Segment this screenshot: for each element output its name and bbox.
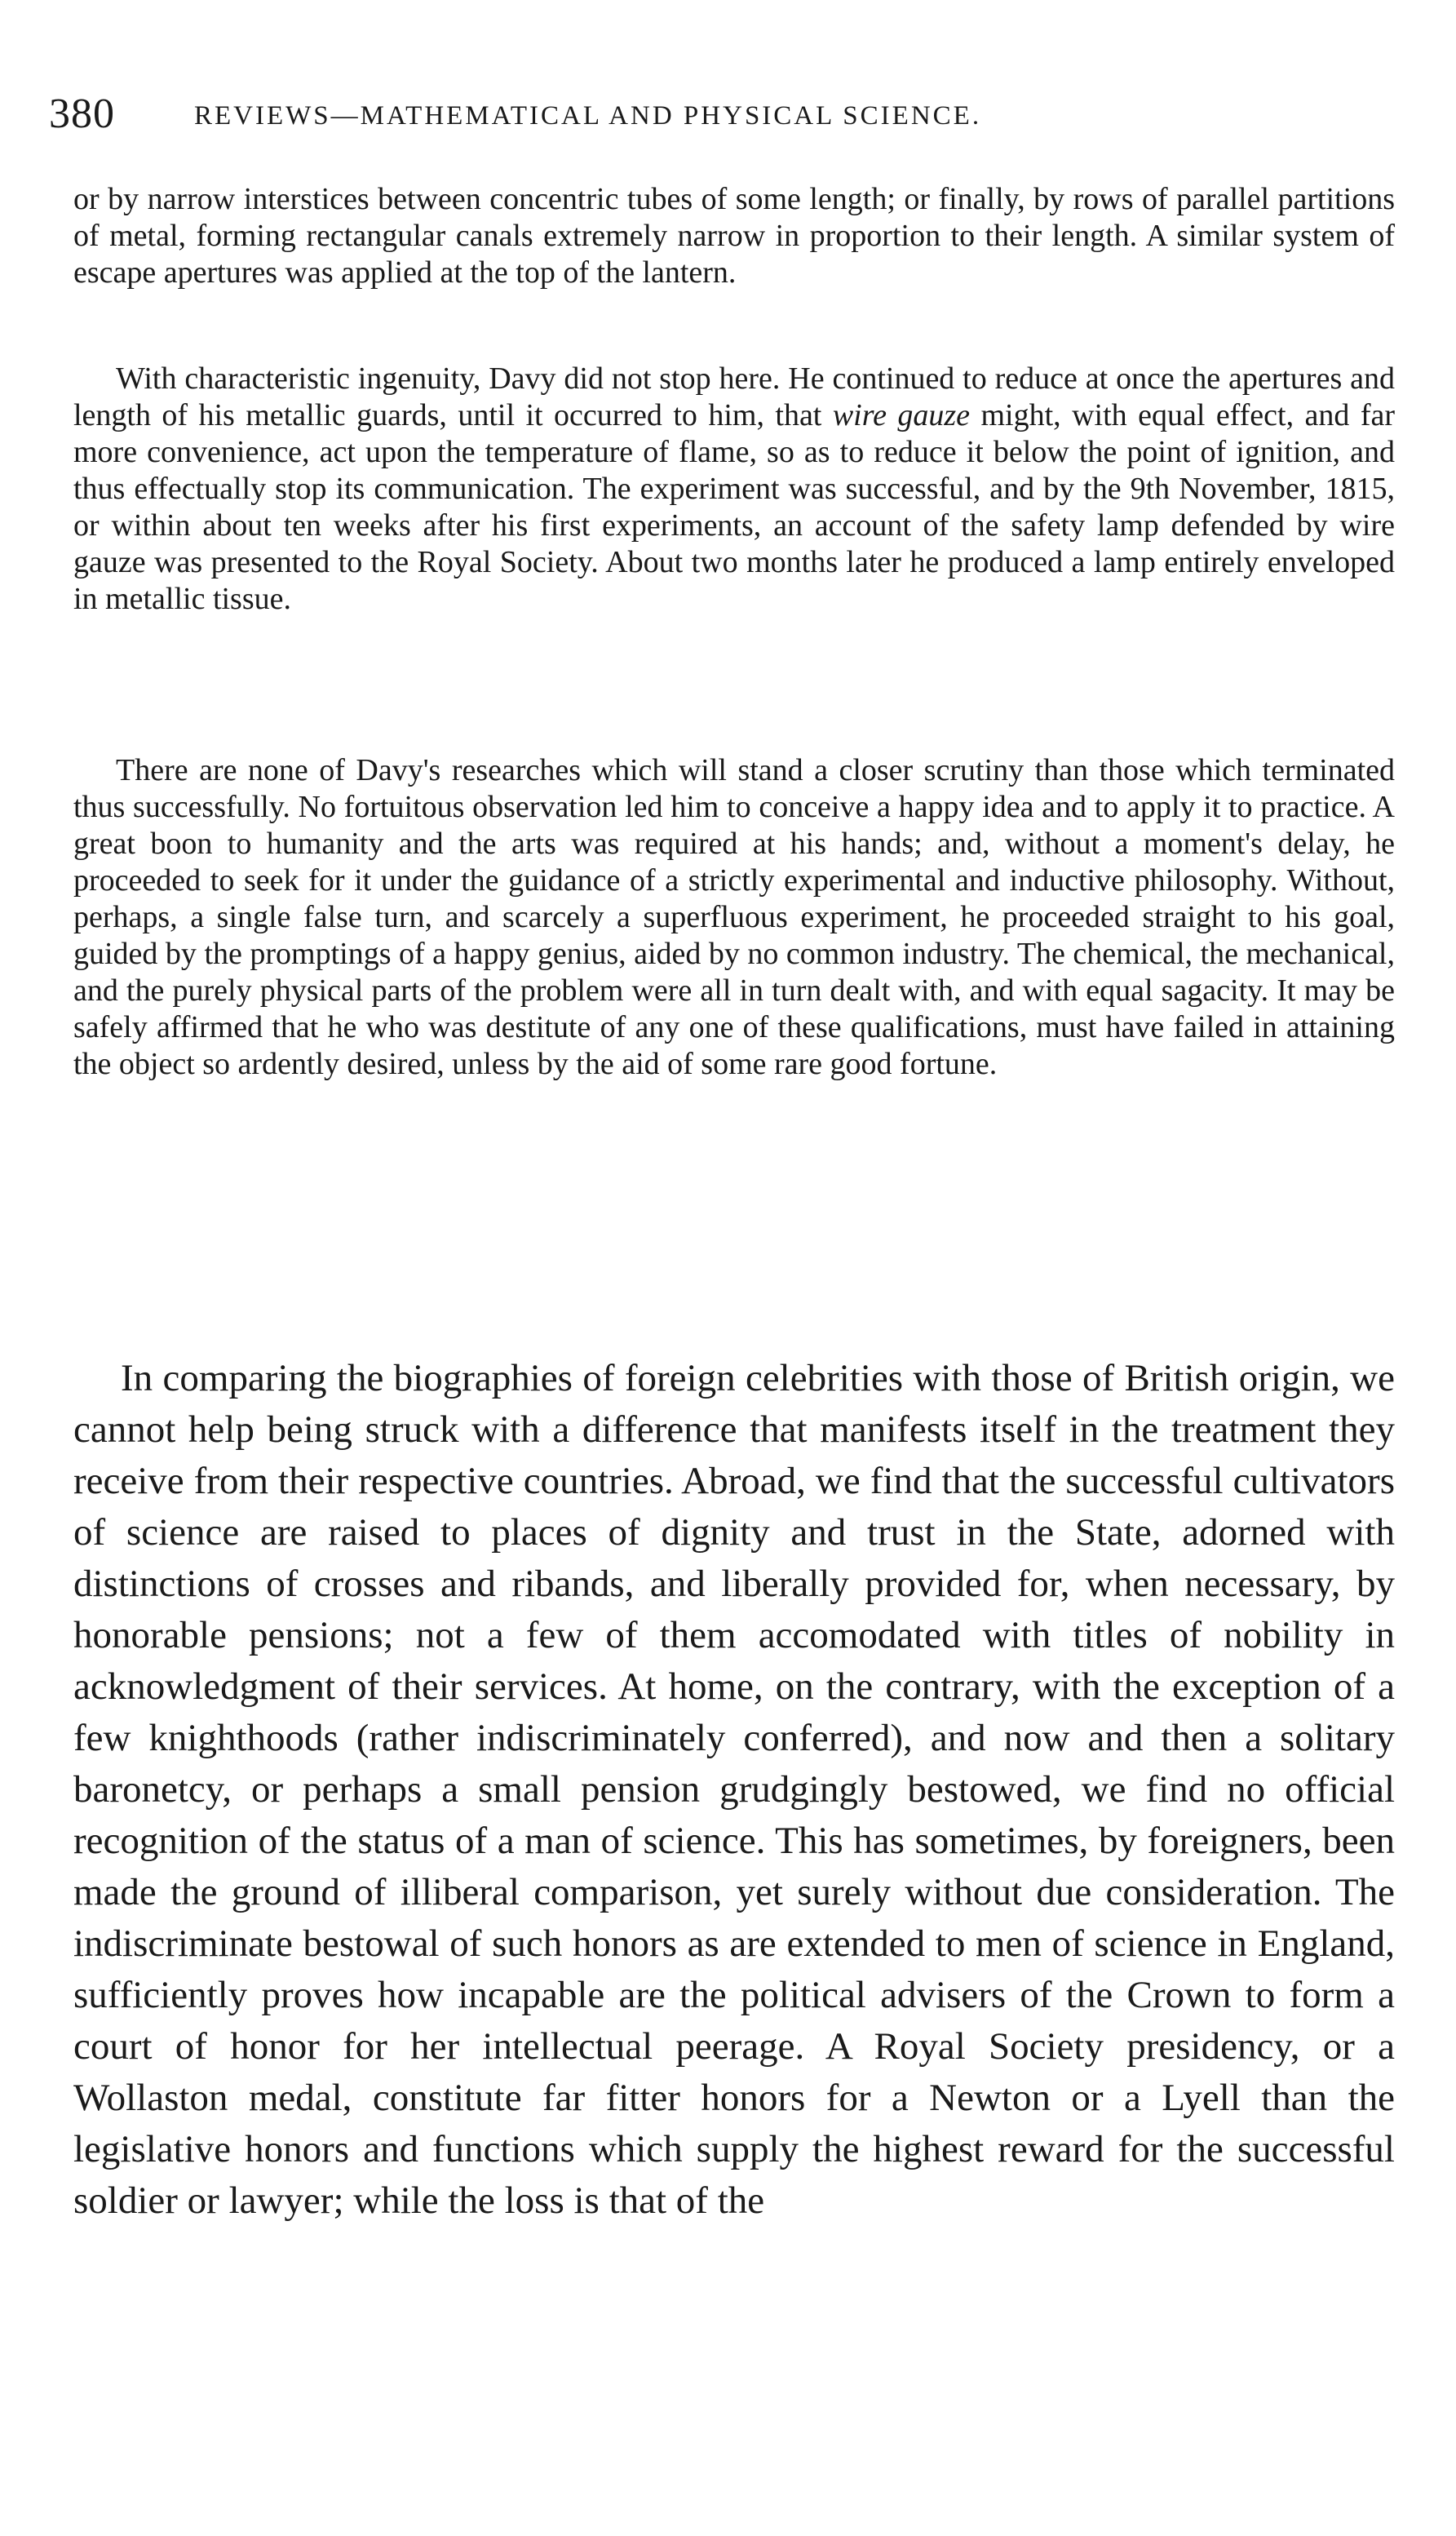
running-head: REVIEWS—MATHEMATICAL AND PHYSICAL SCIENCE. [194, 101, 982, 131]
paragraph-british-honors: In comparing the biographies of foreign celebrities with those of British origin, we cannot help being struck with a difference that manifests itself in the treatment they receive from their respective countries. Abroad, we find that the successful cultivators of science are raised to places of dignity and trust in the State, adorned with distinctions of crosses and ribands, and liberally provided for, when necessary, by honorable pensions; not a few of them accomodated with titles of nobility in acknowledgment of their services. At home, on the contrary, with the exception of a few knighthoods (rather indiscriminately conferred), and now and then a solitary baronetcy, or perhaps a small pension grudgingly bestowed, we find no official recognition of the status of a man of science. This has sometimes, by foreigners, been made the ground of illiberal comparison, yet surely without due consideration. The indiscriminate bestowal of such honors as are extended to men of science in England, sufficiently proves how incapable are the political advisers of the Crown to form a court of honor for her intellectual peerage. A Royal Society presidency, or a Wollaston medal, constitute far fitter honors for a Newton or a Lyell than the legislative honors and functions which supply the highest reward for the successful soldier or lawyer; while the loss is that of the [73, 1357, 1395, 2222]
wire-gauze-emphasis: wire gauze [832, 398, 971, 432]
paragraph-wire-gauze-text-start: With characteristic ingenuity, Davy did not stop here. He continued to reduce at once the apertures and length of his metallic guards, until it occurred to him, that [73, 361, 1395, 432]
page-number: 380 [49, 91, 115, 137]
paragraph-wire-gauze-text-end: might, with equal effect, and far more convenience, act upon the temperature of flame, so as to reduce it below the point of ignition, and thus effectually stop its communication. The experiment was successful, and by the 9th November, 1815, or within about ten weeks after his first experiments, an account of the safety lamp defended by wire gauze was presented to the Royal Society. About two months later he produced a lamp entirely enveloped in metallic tissue. [73, 398, 1396, 616]
paragraph-wire-gauze [73, 361, 1395, 618]
paragraph-lamp-apertures: or by narrow interstices between concentric tubes of some length; or finally, by rows of parallel partitions of metal, forming rectangular canals extremely narrow in proportion to their length. A similar system of escape apertures was applied at the top of the lantern. [73, 182, 1395, 290]
page-header [49, 90, 1403, 147]
paragraph-davy-researches: There are none of Davy's researches which will stand a closer scrutiny than those which terminated thus successfully. No fortuitous observation led him to conceive a happy idea and to apply it to practice. A great boon to humanity and the arts was required at his hands; and, without a moment's delay, he proceeded to seek for it under the guidance of a strictly experimental and inductive philosophy. Without, perhaps, a single false turn, and scarcely a superfluous experiment, he proceeded straight to his goal, guided by the promptings of a happy genius, aided by no common industry. The chemical, the mechanical, and the purely physical parts of the problem were all in turn dealt with, and with equal sagacity. It may be safely affirmed that he who was destitute of any one of these qualifications, must have failed in attaining the object so ardently desired, unless by the aid of some rare good fortune. [73, 753, 1395, 1081]
